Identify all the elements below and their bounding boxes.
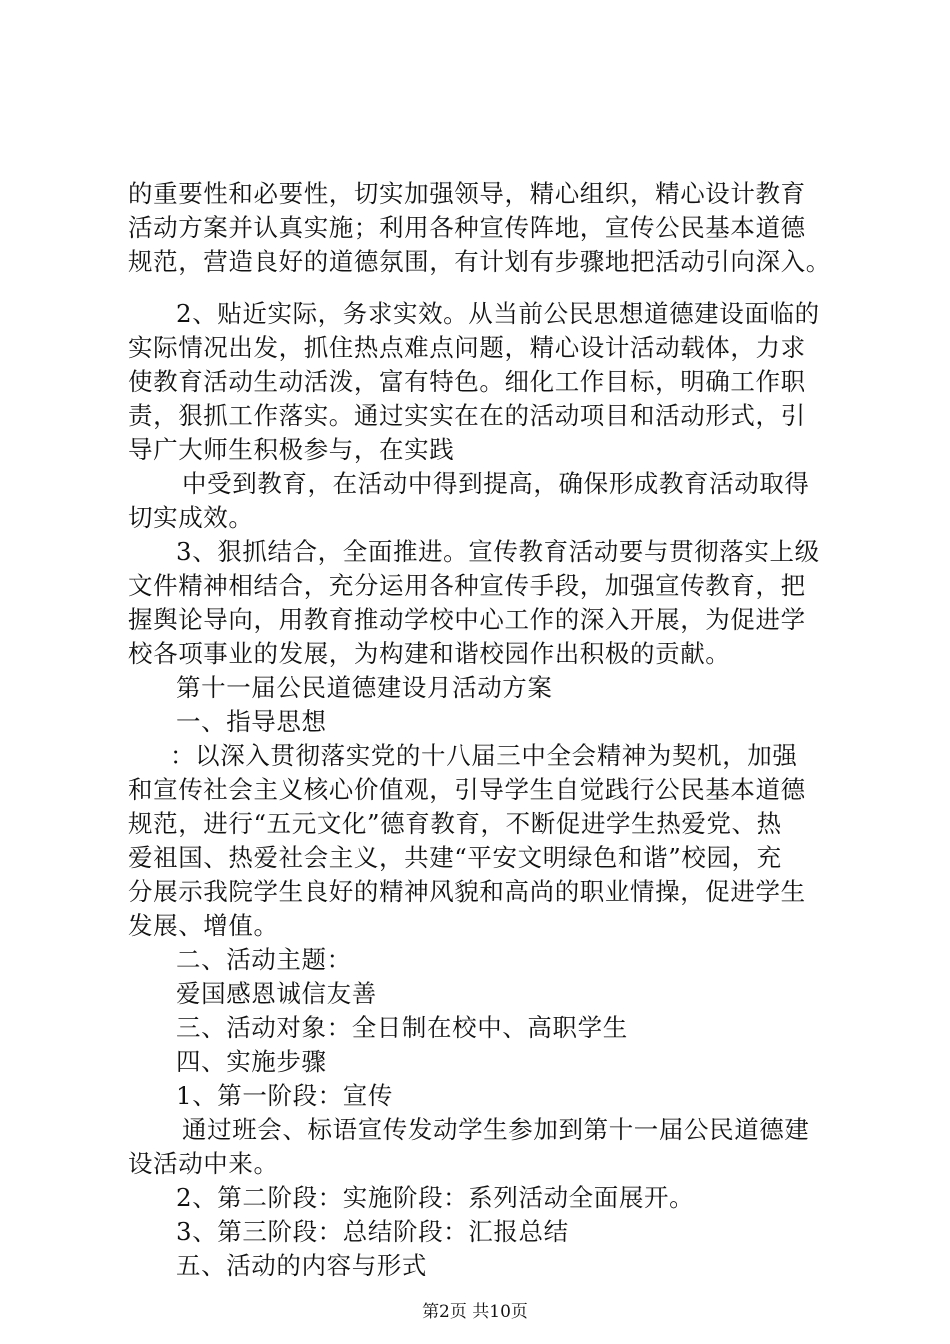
text-line: 爱国感恩诚信友善 xyxy=(176,979,377,1008)
text-line: 切实成效。 xyxy=(128,503,254,532)
text-line: 设活动中来。 xyxy=(128,1149,279,1178)
text-line: 2、贴近实际，务求实效。从当前公民思想道德建设面临的 xyxy=(176,299,820,328)
text-line: 导广大师生积极参与，在实践 xyxy=(128,435,455,464)
text-line: 通过班会、标语宣传发动学生参加到第十一届公民道德建 xyxy=(182,1115,810,1144)
text-line: 和宣传社会主义核心价值观，引导学生自觉践行公民基本道德 xyxy=(128,775,806,804)
text-line: 3、狠抓结合，全面推进。宣传教育活动要与贯彻落实上级 xyxy=(176,537,820,566)
text-line: 3、第三阶段：总结阶段：汇报总结 xyxy=(176,1217,569,1246)
text-line: 1、第一阶段：宣传 xyxy=(176,1081,393,1110)
section-heading: 四、实施步骤 xyxy=(176,1047,327,1076)
text-line: 实际情况出发，抓住热点难点问题，精心设计活动载体，力求 xyxy=(128,333,806,362)
section-heading: 二、活动主题： xyxy=(176,945,352,974)
page-number-footer: 第2页 共10页 xyxy=(422,1302,528,1322)
text-line: 校各项事业的发展，为构建和谐校园作出积极的贡献。 xyxy=(128,639,731,668)
section-heading: 五、活动的内容与形式 xyxy=(176,1251,427,1280)
text-line: 发展、增值。 xyxy=(128,911,279,940)
text-line: 2、第二阶段：实施阶段：系列活动全面展开。 xyxy=(176,1183,695,1212)
text-line: 爱祖国、热爱社会主义，共建“平安文明绿色和谐”校园，充 xyxy=(128,843,782,872)
text-line: 责，狠抓工作落实。通过实实在在的活动项目和活动形式，引 xyxy=(128,401,806,430)
section-title: 第十一届公民道德建设月活动方案 xyxy=(176,673,553,702)
text-line: ：以深入贯彻落实党的十八届三中全会精神为契机，加强 xyxy=(170,741,798,770)
text-line: 规范，营造良好的道德氛围，有计划有步骤地把活动引向深入。 xyxy=(128,247,831,276)
text-line: 使教育活动生动活泼，富有特色。细化工作目标，明确工作职 xyxy=(128,367,806,396)
text-line: 规范，进行“五元文化”德育教育，不断促进学生热爱党、热 xyxy=(128,809,782,838)
text-line: 握舆论导向，用教育推动学校中心工作的深入开展，为促进学 xyxy=(128,605,806,634)
text-line: 中受到教育，在活动中得到提高，确保形成教育活动取得 xyxy=(182,469,810,498)
text-line: 文件精神相结合，充分运用各种宣传手段，加强宣传教育，把 xyxy=(128,571,806,600)
section-heading: 三、活动对象：全日制在校中、高职学生 xyxy=(176,1013,628,1042)
section-heading: 一、指导思想 xyxy=(176,707,327,736)
text-line: 活动方案并认真实施；利用各种宣传阵地，宣传公民基本道德 xyxy=(128,213,806,242)
text-line: 分展示我院学生良好的精神风貌和高尚的职业情操，促进学生 xyxy=(128,877,806,906)
text-line: 的重要性和必要性，切实加强领导，精心组织，精心设计教育 xyxy=(128,179,806,208)
